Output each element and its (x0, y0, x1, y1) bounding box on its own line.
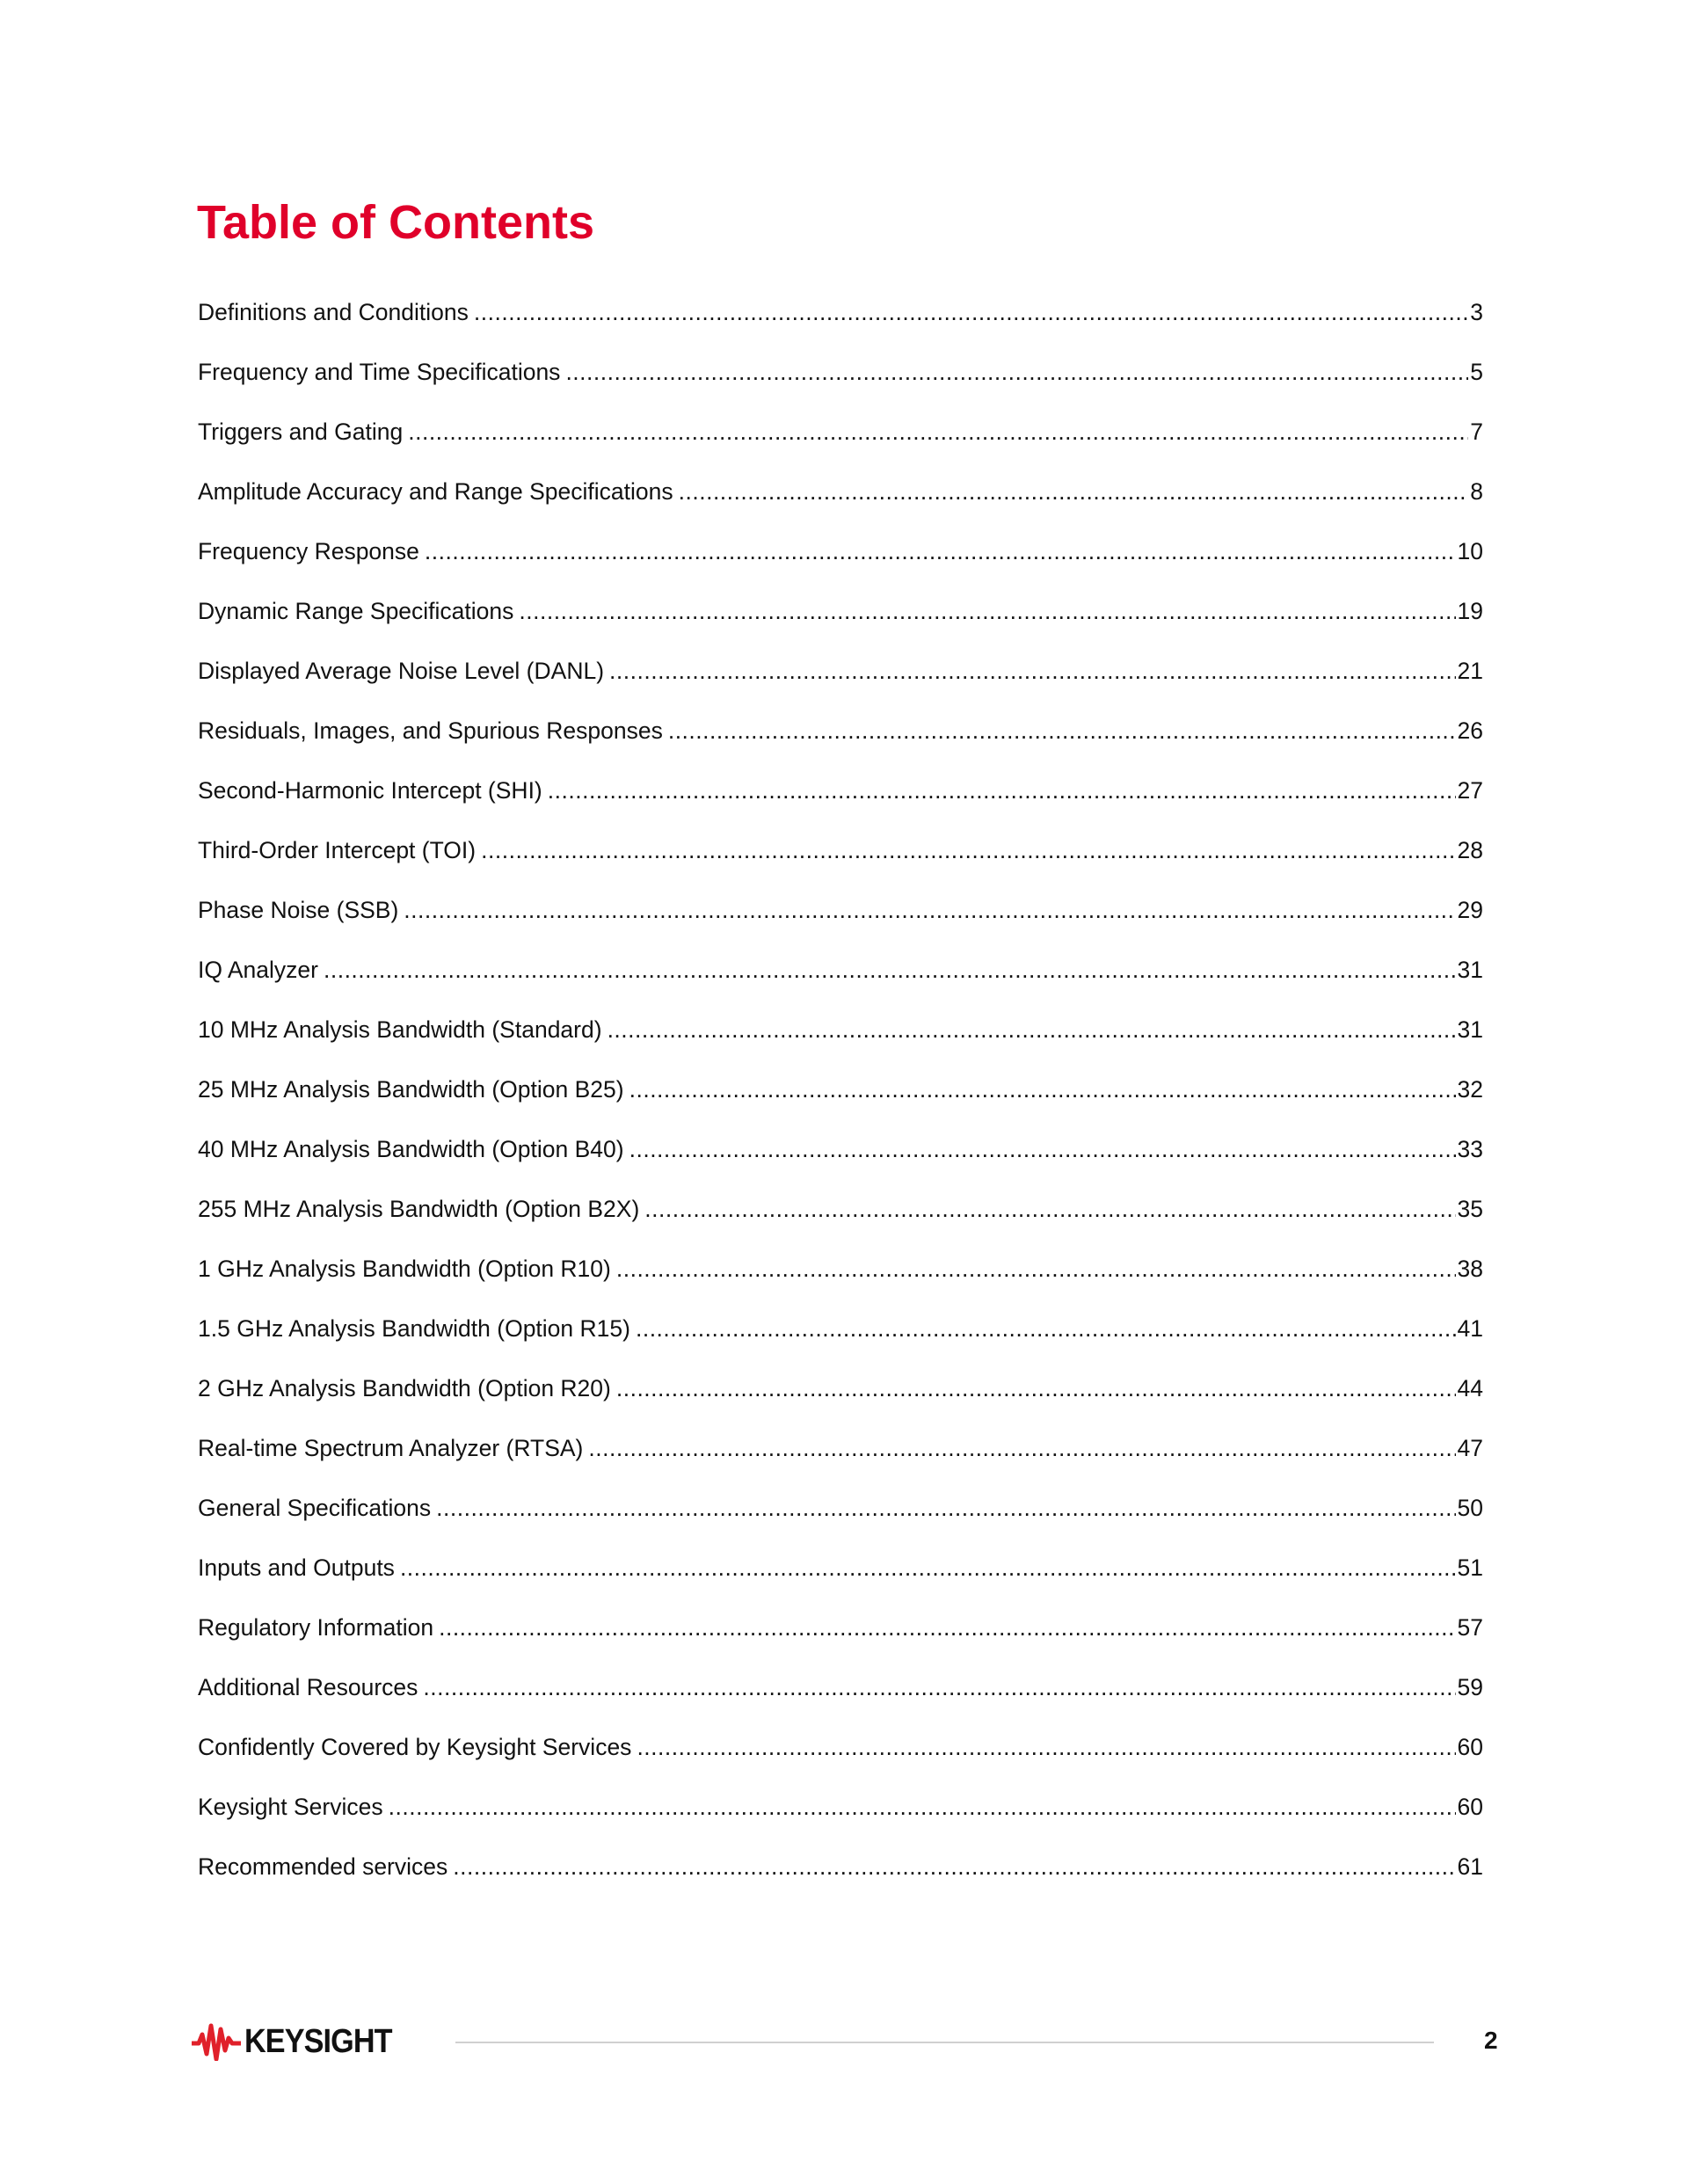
dot-leader (637, 1727, 1455, 1767)
toc-entry[interactable] (198, 830, 1483, 890)
toc-entry[interactable] (198, 1009, 1483, 1069)
toc-entry-page[interactable]: 10 (1457, 538, 1483, 564)
toc-entry-label[interactable]: Real-time Spectrum Analyzer (RTSA) (198, 1435, 584, 1461)
dot-leader (616, 1368, 1456, 1409)
toc-entry[interactable] (198, 292, 1483, 352)
toc-entry[interactable] (198, 1069, 1483, 1129)
toc-entry[interactable] (198, 531, 1483, 591)
toc-entry[interactable] (198, 352, 1483, 411)
dot-leader (519, 591, 1455, 631)
footer-divider (455, 2042, 1434, 2043)
toc-entry[interactable] (198, 950, 1483, 1009)
table-of-contents (198, 292, 1483, 1906)
toc-entry[interactable] (198, 1249, 1483, 1308)
toc-entry-page[interactable]: 19 (1457, 598, 1483, 624)
toc-entry-label[interactable]: Amplitude Accuracy and Range Specifications (198, 478, 673, 505)
toc-entry-label[interactable]: Displayed Average Noise Level (DANL) (198, 658, 605, 684)
keysight-logo (192, 2022, 408, 2061)
dot-leader (436, 1488, 1455, 1528)
dot-leader (668, 710, 1456, 751)
dot-leader (408, 411, 1468, 452)
toc-entry-page[interactable]: 31 (1457, 957, 1483, 983)
toc-entry-label[interactable]: 255 MHz Analysis Bandwidth (Option B2X) (198, 1196, 640, 1222)
toc-entry-label[interactable]: 1.5 GHz Analysis Bandwidth (Option R15) (198, 1315, 630, 1342)
dot-leader (679, 471, 1469, 512)
toc-entry-page[interactable]: 38 (1457, 1256, 1483, 1282)
toc-entry-page[interactable]: 31 (1457, 1016, 1483, 1043)
toc-entry-label[interactable]: Regulatory Information (198, 1614, 434, 1641)
toc-entry-label[interactable]: Additional Resources (198, 1674, 418, 1700)
toc-entry-label[interactable]: Definitions and Conditions (198, 299, 469, 325)
toc-entry-page[interactable]: 8 (1470, 478, 1483, 505)
dot-leader (389, 1787, 1456, 1827)
toc-entry[interactable] (198, 1189, 1483, 1249)
toc-entry-label[interactable]: Triggers and Gating (198, 419, 404, 445)
dot-leader (629, 1069, 1456, 1110)
toc-entry-label[interactable]: Dynamic Range Specifications (198, 598, 514, 624)
dot-leader (423, 1667, 1455, 1707)
toc-entry-page[interactable]: 50 (1457, 1495, 1483, 1521)
toc-entry-label[interactable]: 2 GHz Analysis Bandwidth (Option R20) (198, 1375, 611, 1401)
toc-entry[interactable] (198, 1787, 1483, 1846)
dot-leader (609, 651, 1455, 691)
toc-entry[interactable] (198, 890, 1483, 950)
toc-entry-page[interactable]: 59 (1457, 1674, 1483, 1700)
dot-leader (474, 292, 1468, 332)
toc-entry[interactable] (198, 1846, 1483, 1906)
toc-entry-label[interactable]: Second-Harmonic Intercept (SHI) (198, 777, 542, 804)
toc-entry-label[interactable]: Recommended services (198, 1853, 448, 1880)
toc-entry-label[interactable]: Residuals, Images, and Spurious Responses (198, 717, 663, 744)
toc-entry[interactable] (198, 591, 1483, 651)
toc-entry-label[interactable]: IQ Analyzer (198, 957, 318, 983)
dot-leader (629, 1129, 1456, 1169)
toc-entry-page[interactable]: 21 (1457, 658, 1483, 684)
toc-entry[interactable] (198, 770, 1483, 830)
dot-leader (608, 1009, 1456, 1050)
toc-entry-page[interactable]: 7 (1470, 419, 1483, 445)
toc-entry-page[interactable]: 61 (1457, 1853, 1483, 1880)
toc-entry[interactable] (198, 651, 1483, 710)
toc-entry-page[interactable]: 60 (1457, 1794, 1483, 1820)
toc-entry[interactable] (198, 1727, 1483, 1787)
toc-entry[interactable] (198, 710, 1483, 770)
toc-entry-label[interactable]: Frequency Response (198, 538, 419, 564)
toc-entry-label[interactable]: Confidently Covered by Keysight Services (198, 1734, 632, 1760)
toc-entry-page[interactable]: 47 (1457, 1435, 1483, 1461)
dot-leader (565, 352, 1468, 392)
toc-entry-page[interactable]: 26 (1457, 717, 1483, 744)
toc-entry-page[interactable]: 51 (1457, 1554, 1483, 1581)
dot-leader (481, 830, 1455, 870)
toc-entry[interactable] (198, 1547, 1483, 1607)
toc-entry[interactable] (198, 1428, 1483, 1488)
toc-entry-label[interactable]: 40 MHz Analysis Bandwidth (Option B40) (198, 1136, 624, 1162)
dot-leader (324, 950, 1456, 990)
dot-leader (636, 1308, 1456, 1349)
toc-entry-page[interactable]: 28 (1457, 837, 1483, 863)
toc-entry-label[interactable]: Third-Order Intercept (TOI) (198, 837, 477, 863)
toc-entry[interactable] (198, 1607, 1483, 1667)
logo-text: KEYSIGHT (244, 2022, 392, 2060)
dot-leader (616, 1249, 1456, 1289)
toc-entry-page[interactable]: 41 (1457, 1315, 1483, 1342)
toc-entry-page[interactable]: 57 (1457, 1614, 1483, 1641)
toc-entry-page[interactable]: 32 (1457, 1076, 1483, 1103)
dot-leader (439, 1607, 1455, 1648)
toc-entry[interactable] (198, 1488, 1483, 1547)
toc-entry-page[interactable]: 29 (1457, 897, 1483, 923)
toc-entry-page[interactable]: 5 (1470, 359, 1483, 385)
toc-entry[interactable] (198, 1368, 1483, 1428)
toc-entry-page[interactable]: 44 (1457, 1375, 1483, 1401)
dot-leader (400, 1547, 1456, 1588)
toc-entry-label[interactable]: General Specifications (198, 1495, 432, 1521)
toc-entry-label[interactable]: 25 MHz Analysis Bandwidth (Option B25) (198, 1076, 624, 1103)
toc-entry-page[interactable]: 33 (1457, 1136, 1483, 1162)
toc-entry-page[interactable]: 35 (1457, 1196, 1483, 1222)
toc-entry-page[interactable]: 27 (1457, 777, 1483, 804)
toc-entry[interactable] (198, 411, 1483, 471)
page-title: Table of Contents (197, 196, 594, 249)
dot-leader (425, 531, 1456, 571)
toc-entry-label[interactable]: 10 MHz Analysis Bandwidth (Standard) (198, 1016, 602, 1043)
dot-leader (588, 1428, 1455, 1468)
toc-entry-label[interactable]: Phase Noise (SSB) (198, 897, 399, 923)
toc-entry-page[interactable]: 60 (1457, 1734, 1483, 1760)
toc-entry-label[interactable]: Frequency and Time Specifications (198, 359, 561, 385)
keysight-wave-icon (192, 2022, 241, 2061)
toc-entry[interactable] (198, 1308, 1483, 1368)
dot-leader (453, 1846, 1455, 1887)
toc-entry[interactable] (198, 1129, 1483, 1189)
toc-entry-label[interactable]: 1 GHz Analysis Bandwidth (Option R10) (198, 1256, 611, 1282)
toc-entry-page[interactable]: 3 (1470, 299, 1483, 325)
toc-entry[interactable] (198, 471, 1483, 531)
page-number: 2 (1484, 2027, 1498, 2054)
dot-leader (404, 890, 1455, 930)
dot-leader (644, 1189, 1455, 1229)
dot-leader (548, 770, 1456, 811)
toc-entry-label[interactable]: Keysight Services (198, 1794, 383, 1820)
toc-entry-label[interactable]: Inputs and Outputs (198, 1554, 395, 1581)
toc-entry[interactable] (198, 1667, 1483, 1727)
